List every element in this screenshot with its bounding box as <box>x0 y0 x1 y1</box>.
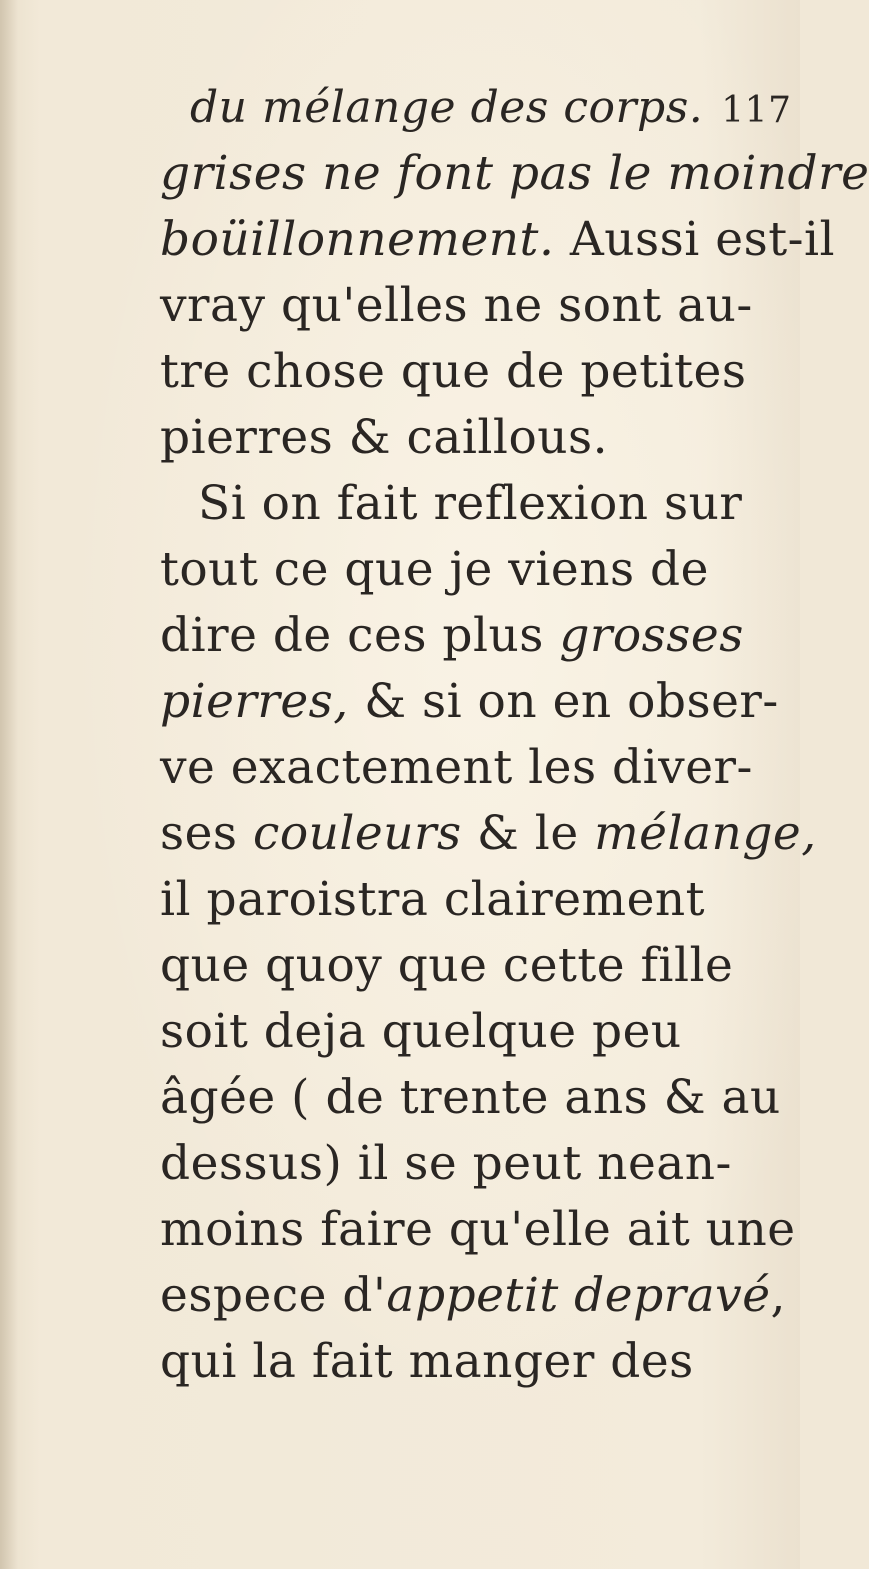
text-line <box>160 669 800 735</box>
text-line <box>160 1263 800 1329</box>
text-line <box>160 1065 800 1131</box>
body-text <box>160 141 869 1395</box>
text-segment: ve exactement les diver- <box>160 740 753 795</box>
text-segment: vray qu'elles ne sont au- <box>160 278 753 333</box>
text-line <box>160 1329 800 1395</box>
text-segment: tout ce que je viens de <box>160 542 709 597</box>
text-line <box>160 999 800 1065</box>
text-segment: moins faire qu'elle ait une <box>160 1202 796 1257</box>
text-line <box>160 603 800 669</box>
text-line <box>160 273 800 339</box>
text-segment: âgée ( de trente ans & au <box>160 1070 781 1125</box>
text-segment: que quoy que cette fille <box>160 938 734 993</box>
text-segment: tre chose que de petites <box>160 344 747 399</box>
text-segment: qui la fait manger des <box>160 1334 694 1389</box>
italic-text-segment: boüillonnement. <box>160 212 555 267</box>
text-segment: & si on en obser- <box>348 674 779 729</box>
text-line <box>160 471 800 537</box>
text-segment: dire de ces plus <box>160 608 560 663</box>
text-segment: Si on fait reflexion sur <box>198 476 743 531</box>
text-line <box>160 405 800 471</box>
text-line <box>160 141 869 207</box>
text-line <box>160 1131 800 1197</box>
text-segment: Aussi est-il <box>554 212 836 267</box>
text-segment: ses <box>160 806 253 861</box>
text-line <box>160 537 800 603</box>
text-segment: il paroistra clairement <box>160 872 706 927</box>
italic-text-segment: couleurs <box>253 806 462 861</box>
text-segment: & le <box>461 806 595 861</box>
text-line <box>160 339 800 405</box>
page-gutter-shadow <box>0 0 18 1569</box>
italic-text-segment: appetit depravé <box>386 1268 771 1323</box>
text-segment: espece d' <box>160 1268 387 1323</box>
text-line <box>160 1197 800 1263</box>
italic-text-segment: pierres, <box>160 674 349 729</box>
text-segment: soit deja quelque peu <box>160 1004 682 1059</box>
text-line <box>160 801 817 867</box>
page-number: 117 <box>721 90 792 131</box>
running-head <box>160 75 800 141</box>
text-block <box>160 75 869 1395</box>
text-segment: pierres & caillous. <box>160 410 609 465</box>
text-line <box>160 867 800 933</box>
text-segment: , <box>770 1268 786 1323</box>
running-head-title: du mélange des corps. <box>190 82 704 133</box>
text-segment: dessus) il se peut nean- <box>160 1136 732 1191</box>
italic-text-segment: grises ne font pas le moindre <box>160 146 869 201</box>
text-line <box>160 933 800 999</box>
text-line <box>160 207 836 273</box>
text-line <box>160 735 800 801</box>
italic-text-segment: mélange, <box>594 806 817 861</box>
italic-text-segment: grosses <box>559 608 744 663</box>
